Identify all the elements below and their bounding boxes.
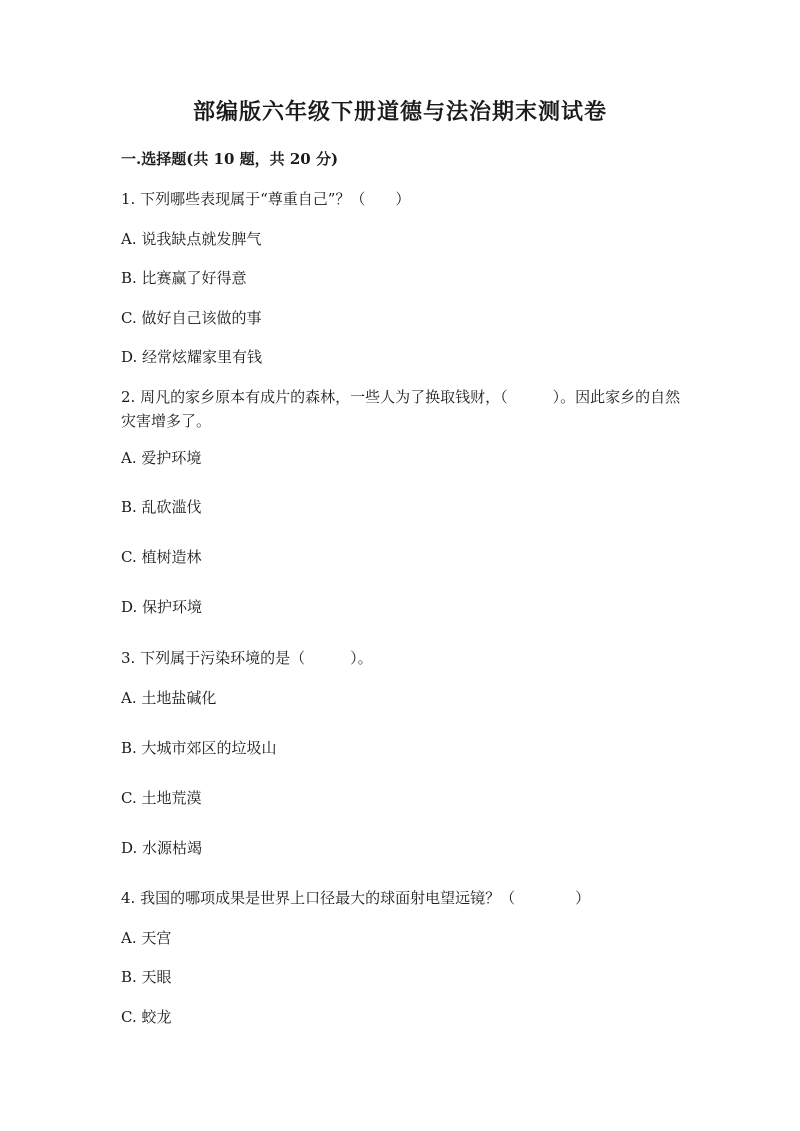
question-3-option-a: A. 土地盐碱化 [121,689,217,707]
question-3-stem: 3. 下列属于污染环境的是（ ）。 [121,649,373,667]
exam-title: 部编版六年级下册道德与法治期末测试卷 [192,99,607,125]
question-4-stem: 4. 我国的哪项成果是世界上口径最大的球面射电望远镜？（ ） [121,889,591,907]
question-2-option-d: D. 保护环境 [121,598,203,616]
question-1-option-b: B. 比赛赢了好得意 [121,269,247,287]
section-heading: 一.选择题(共 10 题，共 20 分) [121,150,339,168]
question-2-option-b: B. 乱砍滥伐 [121,498,202,516]
question-3-option-d: D. 水源枯竭 [121,839,203,857]
question-3-option-c: C. 土地荒漠 [121,789,202,807]
question-1-option-c: C. 做好自己该做的事 [121,309,262,327]
question-2-option-a: A. 爱护环境 [121,449,202,467]
question-4-option-c: C. 蛟龙 [121,1008,172,1026]
question-1-stem: 1. 下列哪些表现属于“尊重自己”？（ ） [121,190,411,208]
question-1-option-a: A. 说我缺点就发脾气 [121,230,262,248]
question-1-option-d: D. 经常炫耀家里有钱 [121,348,263,366]
question-2-option-c: C. 植树造林 [121,548,202,566]
question-2-stem: 2. 周凡的家乡原本有成片的森林，一些人为了换取钱财，（ ）。因此家乡的自然灾害增多了。 [121,388,681,430]
question-4-option-b: B. 天眼 [121,968,172,986]
question-3-option-b: B. 大城市郊区的垃圾山 [121,739,277,757]
question-4-option-a: A. 天宫 [121,929,172,947]
